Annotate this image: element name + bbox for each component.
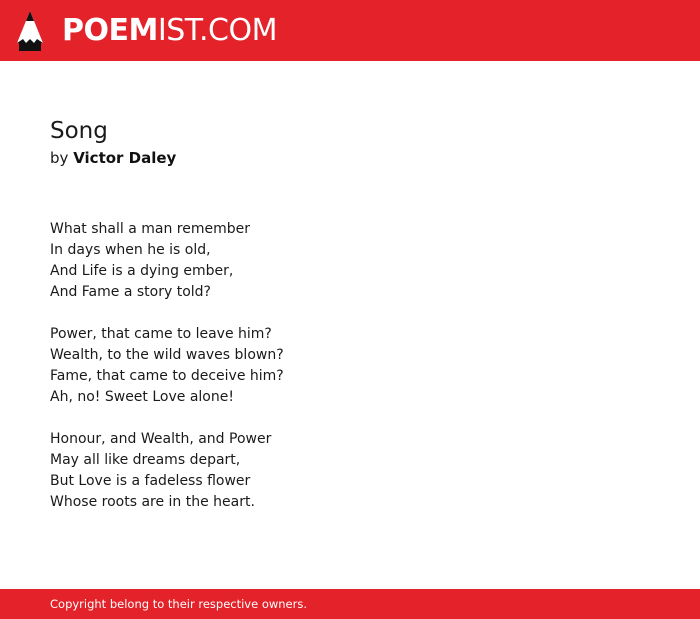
poem-line: Whose roots are in the heart. [50,494,255,510]
site-header [0,0,700,61]
poem-container [50,116,650,534]
poem-line: But Love is a fadeless flower [50,473,251,489]
poem-line: Fame, that came to deceive him? [50,368,284,384]
poem-title: Song [50,118,108,144]
stanza [50,429,650,513]
poem-body [50,219,650,513]
poem-line: In days when he is old, [50,242,211,258]
logo-bold-text: POEM [62,13,158,48]
poem-line: Honour, and Wealth, and Power [50,431,272,447]
poem-line: Power, that came to leave him? [50,326,272,342]
site-footer [0,589,700,619]
poem-author: Victor Daley [73,149,177,167]
poem-line: Wealth, to the wild waves blown? [50,347,284,363]
stanza [50,324,650,408]
stanza [50,219,650,303]
byline-prefix: by [50,149,69,167]
byline [50,147,650,169]
poem-line: Ah, no! Sweet Love alone! [50,389,234,405]
pencil-tip-icon [16,10,44,52]
poem-line: And Life is a dying ember, [50,263,234,279]
poem-line: And Fame a story told? [50,284,211,300]
poem-line: May all like dreams depart, [50,452,241,468]
logo-link[interactable] [16,9,277,53]
logo-light-text: IST.COM [157,13,277,48]
copyright-notice: Copyright belong to their respective owners. [50,597,308,611]
poem-line: What shall a man remember [50,221,250,237]
site-logo-wordmark [62,13,277,48]
